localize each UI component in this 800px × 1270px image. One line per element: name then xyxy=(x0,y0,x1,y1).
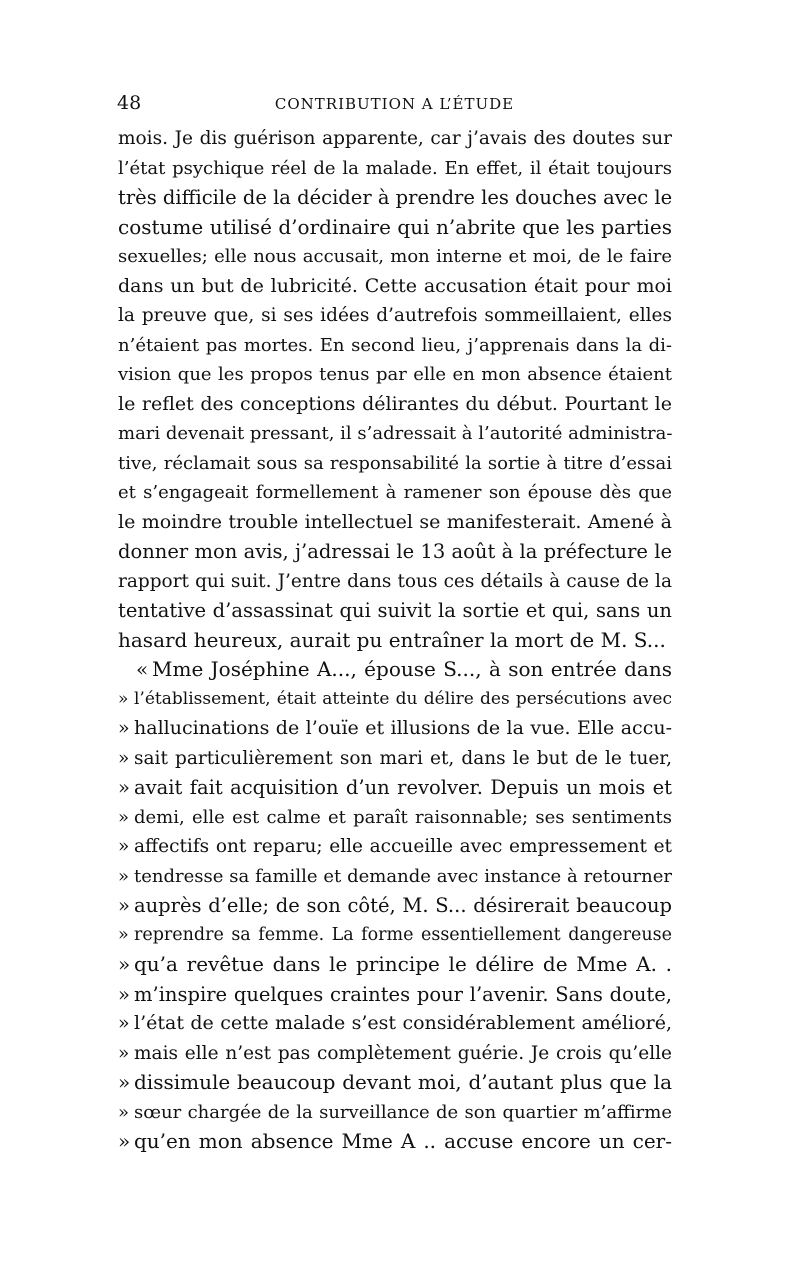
quote-text: l’établissement, était atteinte du délire des persécutions avec xyxy=(134,688,672,709)
quote-text: reprendre sa femme. La forme essentiellement dangereuse xyxy=(134,924,672,945)
quote-text: dissimule beaucoup devant moi, d’autant plus que la xyxy=(134,1070,672,1094)
quote-text: l’état de cette malade s’est considérablement amélioré, xyxy=(134,1012,672,1034)
text-line: le moindre trouble intellectuel se manifesterait. Amené à xyxy=(118,510,672,533)
quote-mark: » xyxy=(118,894,130,917)
quote-mark: » xyxy=(118,924,129,945)
text-line: tive, réclamait sous sa responsabilité la sortie à titre d’essai xyxy=(118,452,672,474)
quote-mark: » xyxy=(118,1129,131,1153)
quote-line xyxy=(118,744,672,774)
text-line: donner mon avis, j’adressai le 13 août à la préfecture le xyxy=(118,540,672,563)
body-text xyxy=(118,124,672,1157)
quote-text: mais elle n’est pas complètement guérie. Je crois qu’elle xyxy=(134,1042,672,1064)
quote-text: tendresse sa famille et demande avec instance à retourner xyxy=(134,865,672,887)
text-line: rapport qui suit. J’entre dans tous ces détails à cause de la xyxy=(118,570,672,592)
narrative-paragraph xyxy=(118,124,672,655)
text-line: tentative d’assassinat qui suivit la sortie et qui, sans un xyxy=(118,599,672,622)
quote-line xyxy=(118,1127,672,1157)
quote-mark: « xyxy=(136,657,149,681)
quote-mark: » xyxy=(118,1101,130,1123)
quote-text: demi, elle est calme et paraît raisonnable; ses sentiments xyxy=(134,806,672,828)
text-line: dans un but de lubricité. Cette accusation était pour moi xyxy=(118,274,672,297)
quote-mark: » xyxy=(118,806,130,828)
quote-mark: » xyxy=(118,1070,131,1094)
quote-line xyxy=(118,921,672,951)
quote-line xyxy=(118,1068,672,1098)
text-line: très difficile de la décider à prendre les douches avec le xyxy=(118,186,673,209)
text-line: n’étaient pas mortes. En second lieu, j’apprenais dans la di- xyxy=(118,334,672,356)
quote-text: hallucinations de l’ouïe et illusions de la vue. Elle accu- xyxy=(134,717,672,739)
quote-mark: » xyxy=(118,747,130,769)
quote-line xyxy=(118,862,672,892)
quote-line xyxy=(118,950,672,980)
quote-line xyxy=(118,1009,672,1039)
quote-mark: » xyxy=(118,836,130,857)
quote-text: qu’a revêtue dans le principe le délire de Mme A. . xyxy=(134,952,672,976)
text-line: hasard heureux, aurait pu entraîner la mort de M. S... xyxy=(118,627,666,652)
quote-text: m’inspire quelques craintes pour l’avenir. Sans doute, xyxy=(134,982,672,1006)
quote-line xyxy=(118,714,672,744)
text-line: mois. Je dis guérison apparente, car j’avais des doutes sur xyxy=(118,128,672,149)
quoted-report xyxy=(118,655,672,1157)
quote-mark: » xyxy=(118,776,130,799)
quote-text: Mme Joséphine A..., épouse S..., à son entrée dans xyxy=(152,657,672,681)
text-line: l’état psychique réel de la malade. En effet, il était toujours xyxy=(118,157,672,179)
quote-line xyxy=(118,655,672,685)
text-line: la preuve que, si ses idées d’autrefois sommeillaient, elles xyxy=(118,305,672,326)
quote-line xyxy=(118,685,672,715)
quote-line xyxy=(118,1098,672,1128)
quote-text: avait fait acquisition d’un revolver. Depuis un mois et xyxy=(134,776,672,799)
quote-line xyxy=(118,980,672,1010)
quote-line xyxy=(118,803,672,833)
quote-mark: » xyxy=(118,1012,130,1034)
quote-line xyxy=(118,832,672,862)
quote-mark: » xyxy=(118,982,130,1006)
quote-line xyxy=(118,891,672,921)
quote-line xyxy=(118,773,672,803)
text-line: costume utilisé d’ordinaire qui n’abrite que les parties xyxy=(118,214,672,239)
quote-mark: » xyxy=(118,688,129,709)
text-line: et s’engageait formellement à ramener son épouse dès que xyxy=(118,482,672,503)
text-line: vision que les propos tenus par elle en mon absence étaient xyxy=(118,364,672,385)
quote-mark: » xyxy=(118,717,130,739)
page-header xyxy=(117,92,672,116)
quote-mark: » xyxy=(118,952,131,976)
quote-text: affectifs ont reparu; elle accueille avec empressement et xyxy=(134,836,672,857)
quote-mark: » xyxy=(118,865,130,887)
text-line: sexuelles; elle nous accusait, mon interne et moi, de le faire xyxy=(118,246,672,267)
quote-line xyxy=(118,1039,672,1069)
quote-text: sait particulièrement son mari et, dans le but de le tuer, xyxy=(134,747,672,769)
text-line: le reflet des conceptions délirantes du début. Pourtant le xyxy=(118,392,672,415)
quote-text: auprès d’elle; de son côté, M. S... désirerait beaucoup xyxy=(134,894,672,917)
quote-text: sœur chargée de la surveillance de son quartier m’affirme xyxy=(134,1101,672,1123)
page-number: 48 xyxy=(117,92,142,114)
running-head: CONTRIBUTION A L’ÉTUDE xyxy=(274,95,515,113)
quote-text: qu’en mon absence Mme A .. accuse encore un cer- xyxy=(134,1129,672,1153)
quote-mark: » xyxy=(118,1042,130,1064)
text-line: mari devenait pressant, il s’adressait à l’autorité administra- xyxy=(118,423,673,444)
